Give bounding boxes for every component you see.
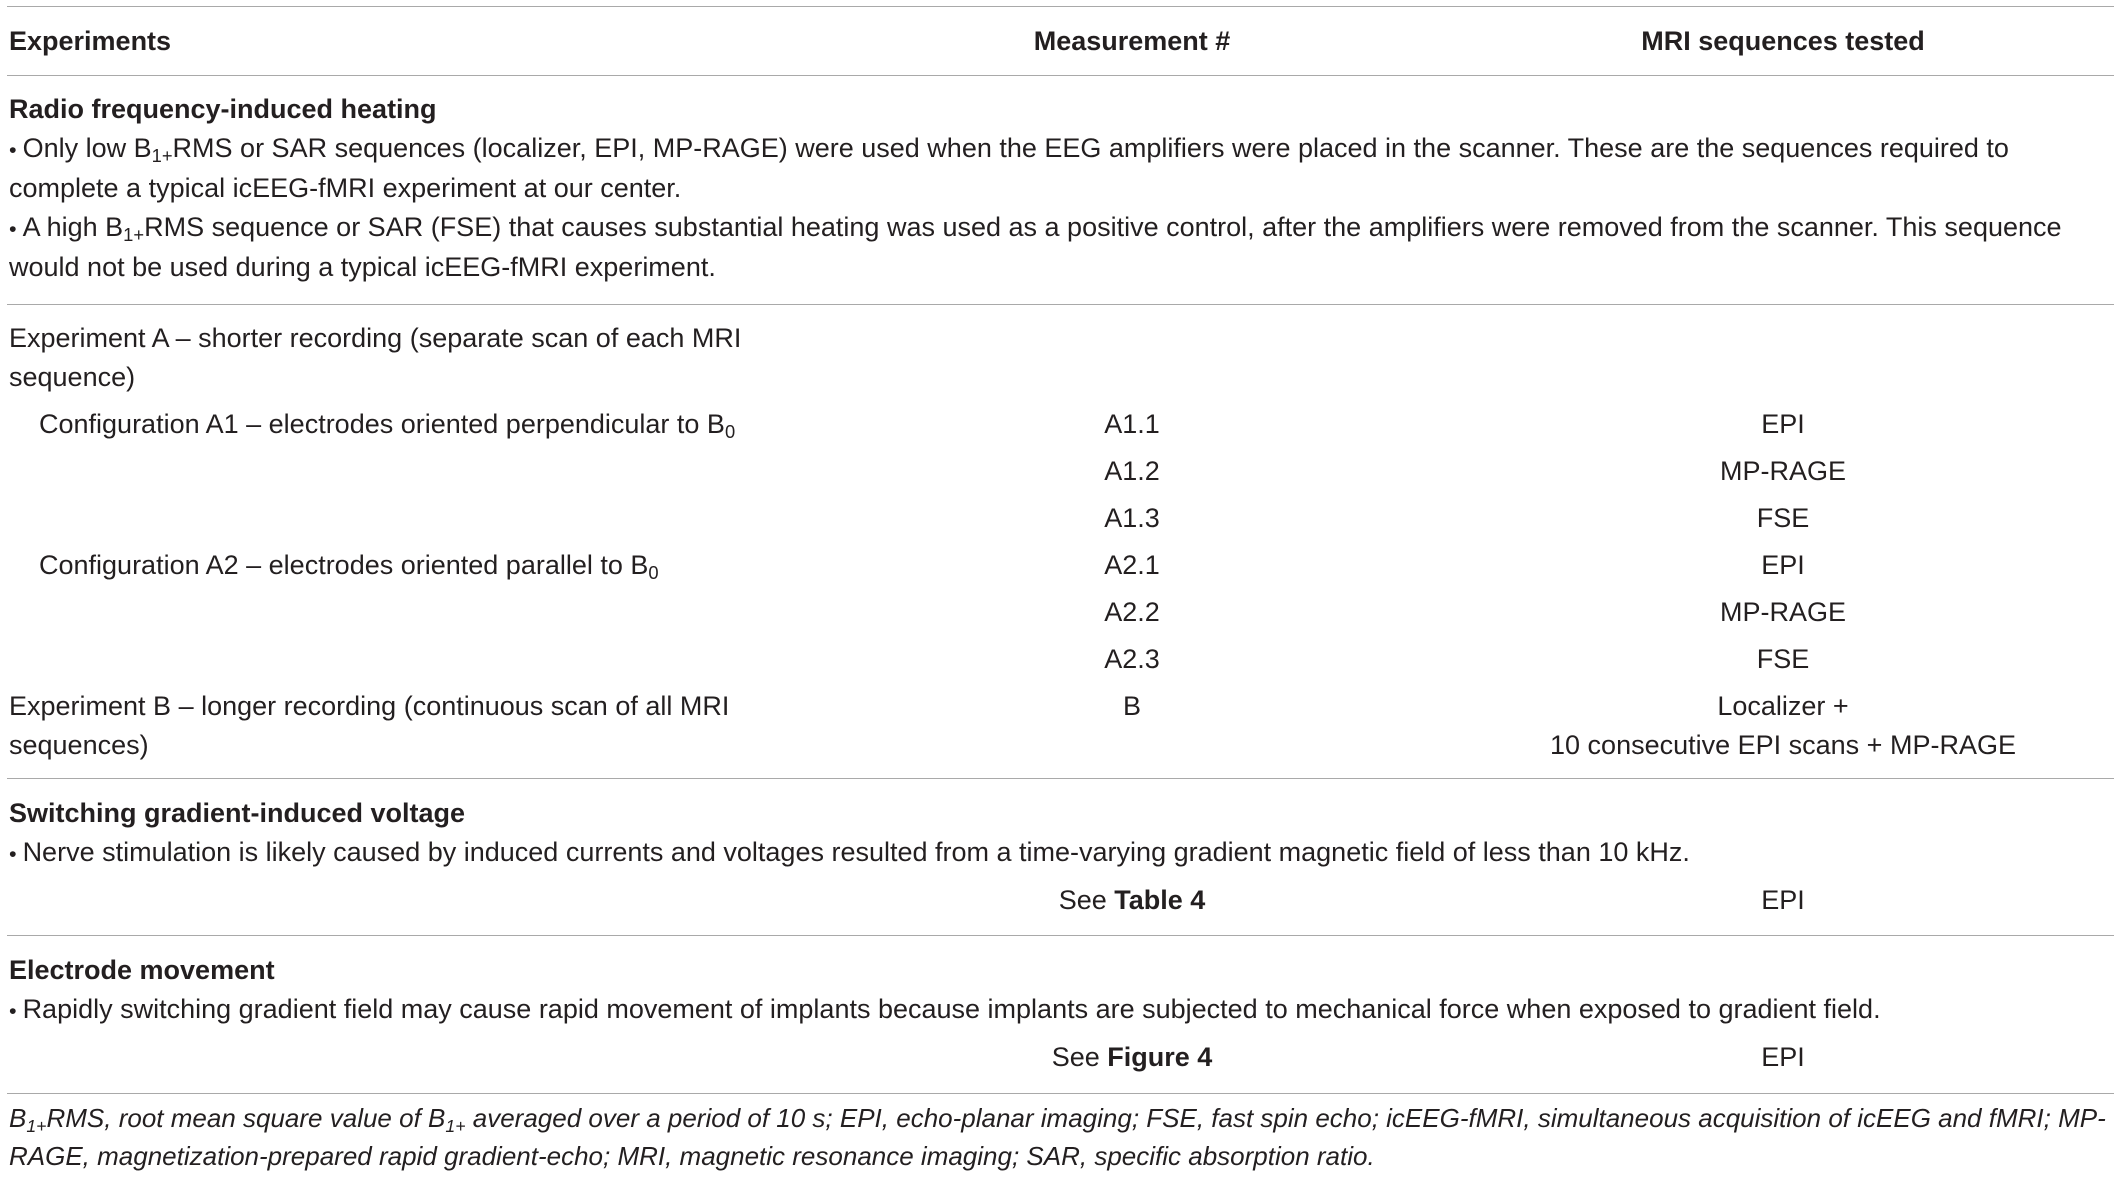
empty-cell	[7, 881, 812, 920]
measurement-cell: A1.1	[1104, 409, 1160, 439]
empty-cell	[7, 640, 812, 679]
sequence-cell: MP-RAGE	[1719, 597, 1846, 627]
figure-4-link[interactable]: Figure 4	[1107, 1042, 1213, 1072]
measurement-cell: A2.1	[1104, 550, 1160, 580]
measurement-cell: A1.3	[1104, 503, 1160, 533]
table-row	[7, 877, 2114, 924]
table-row-experiment-b	[7, 683, 2114, 769]
subscript: 0	[724, 421, 736, 443]
header-experiments: Experiments	[9, 25, 172, 56]
table-row	[7, 448, 2114, 495]
subscript: 1+	[123, 224, 145, 246]
sequence-cell: MP-RAGE	[1719, 456, 1846, 486]
empty-cell	[7, 593, 812, 632]
bullet-item-nerve-stimulation: • Nerve stimulation is likely caused by induced currents and voltages resulted from a time-varying gradient magnetic field of less than 10 kHz.	[9, 833, 2114, 873]
table-row	[7, 1034, 2114, 1081]
experiment-rows	[7, 305, 2114, 779]
empty-cell	[7, 452, 812, 491]
footnote-text: averaged over a period of 10 s; EPI, echo-planar imaging; FSE, fast spin echo; icEEG-fMRI, simultaneous acquisition of icEEG and fMRI; MP-RAGE, magnetization-prepared rapid gradient-echo; MRI, magnetic resonance imaging; SAR, specific absorption ratio.	[9, 1103, 2106, 1171]
experiment-a-label: Experiment A – shorter recording (separate scan of each MRI sequence)	[9, 323, 742, 392]
bullet-text: RMS sequence or SAR (FSE) that causes substantial heating was used as a positive control, after the amplifiers were removed from the scanner. This sequence would not be used during a typical icEEG-fMRI experiment.	[9, 212, 2062, 282]
sequence-cell: EPI	[1761, 1042, 1805, 1072]
bullet-text: RMS or SAR sequences (localizer, EPI, MP-RAGE) were used when the EEG amplifiers were placed in the scanner. These are the sequences required to complete a typical icEEG-fMRI experiment at our center.	[9, 133, 2009, 203]
section-title-electrode: Electrode movement	[9, 955, 275, 985]
see-text: See	[1058, 885, 1107, 915]
sequence-cell: EPI	[1761, 550, 1805, 580]
experiment-b-label: Experiment B – longer recording (continuous scan of all MRI sequences)	[9, 691, 730, 760]
section-title-switching: Switching gradient-induced voltage	[9, 798, 466, 828]
config-text: Configuration A2 – electrodes oriented parallel to B	[39, 550, 649, 580]
subscript: 0	[648, 562, 659, 584]
measurement-cell: A2.2	[1104, 597, 1160, 627]
sequence-cell: FSE	[1756, 644, 1810, 674]
table-row	[7, 542, 2114, 589]
section-title-rf-heating: Radio frequency-induced heating	[9, 94, 437, 124]
section-rf-heating	[7, 76, 2114, 305]
header-measurement: Measurement #	[1033, 25, 1231, 56]
configuration-a2-label	[7, 546, 812, 585]
bullet-item-low-sar	[9, 129, 2114, 208]
sequence-cell	[1452, 687, 2114, 765]
measurement-cell	[812, 881, 1452, 920]
empty-cell	[1452, 319, 2114, 397]
experiments-table	[7, 6, 2114, 1175]
bullet-text: Only low B	[22, 133, 152, 163]
footnote-text: RMS, root mean square value of B	[46, 1103, 446, 1133]
bullet-item-implant-movement: • Rapidly switching gradient field may cause rapid movement of implants because implants are subjected to mechanical force when exposed to gradient field.	[9, 990, 2114, 1030]
sequence-line: Localizer +	[1717, 691, 1849, 721]
measurement-cell	[812, 1038, 1452, 1077]
table-row	[7, 495, 2114, 542]
table-footnote	[7, 1094, 2114, 1175]
table-4-link[interactable]: Table 4	[1114, 885, 1206, 915]
footnote-text: B	[9, 1103, 27, 1133]
bullet-text: A high B	[22, 212, 124, 242]
empty-cell	[7, 499, 812, 538]
header-sequences: MRI sequences tested	[1641, 25, 1925, 56]
section-switching-gradient	[7, 779, 2114, 936]
table-row	[7, 636, 2114, 683]
empty-cell	[7, 1038, 812, 1077]
configuration-a1-label	[7, 405, 812, 444]
config-text: Configuration A1 – electrodes oriented perpendicular to B	[39, 409, 725, 439]
table-row	[7, 401, 2114, 448]
measurement-cell: A1.2	[1104, 456, 1160, 486]
subscript: 1+	[26, 1115, 47, 1136]
sequence-line: 10 consecutive EPI scans + MP-RAGE	[1550, 730, 2016, 760]
measurement-cell: B	[1122, 691, 1141, 721]
table-row-experiment-a	[7, 315, 2114, 401]
header-row	[7, 6, 2114, 76]
measurement-cell: A2.3	[1104, 644, 1160, 674]
bullet-item-high-sar	[9, 208, 2114, 287]
subscript: 1+	[151, 145, 173, 167]
sequence-cell: FSE	[1756, 503, 1810, 533]
section-electrode-movement	[7, 936, 2114, 1094]
subscript: 1+	[445, 1115, 466, 1136]
sequence-cell: EPI	[1761, 885, 1805, 915]
empty-cell	[812, 319, 1452, 397]
sequence-cell: EPI	[1761, 409, 1805, 439]
table-row	[7, 589, 2114, 636]
see-text: See	[1051, 1042, 1100, 1072]
